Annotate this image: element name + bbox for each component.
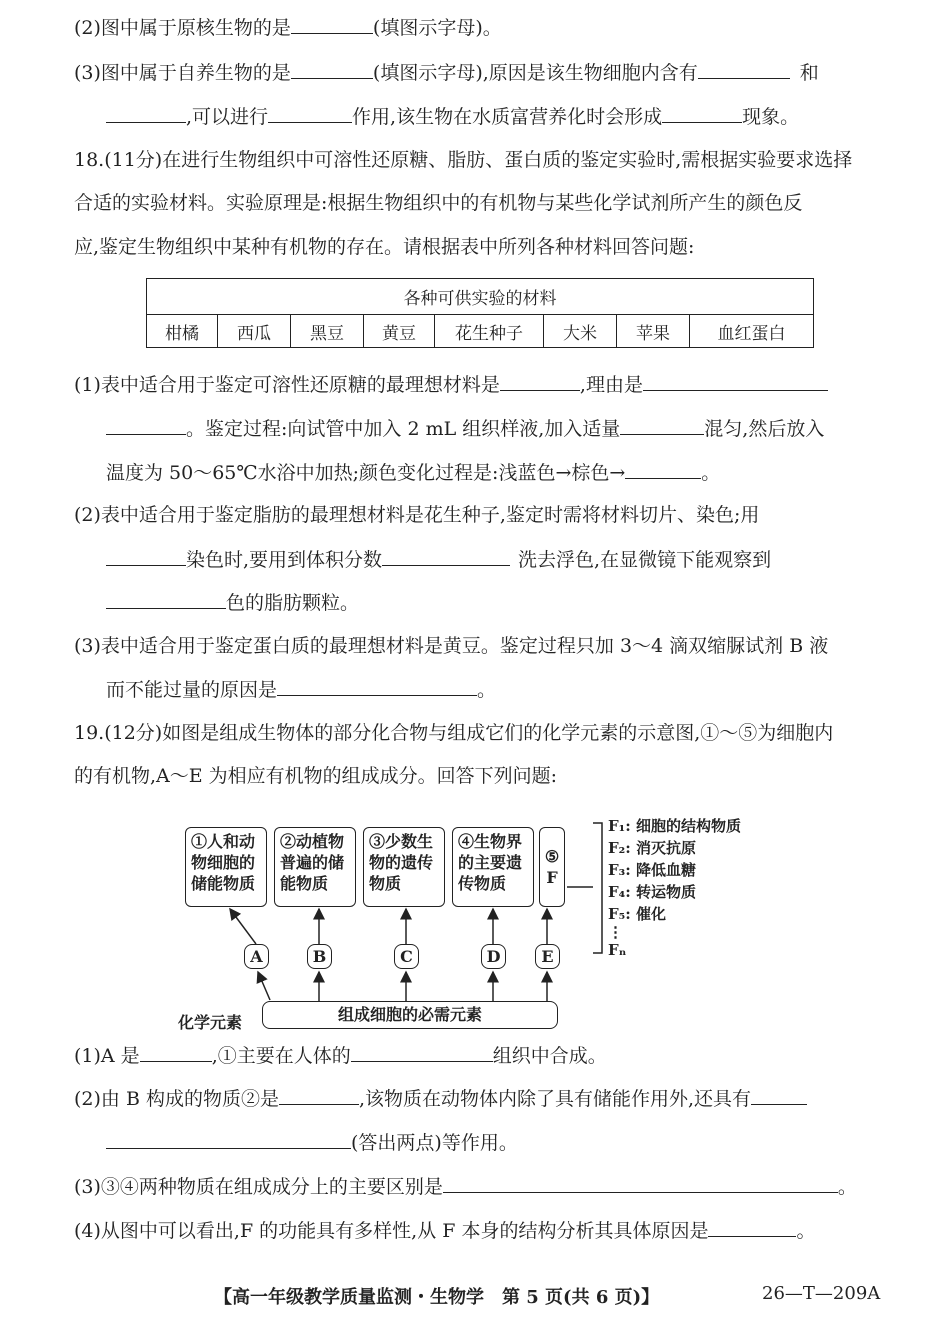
text: (3)③④两种物质在组成成分上的主要区别是 [74,1176,443,1198]
q18-intro-line3: 应,鉴定生物组织中某种有机物的存在。请根据表中所列各种材料回答问题: [74,236,695,258]
letter-C: C [394,944,419,969]
function-item: F₂: 消灭抗原 [608,839,696,857]
function-list [608,815,741,961]
compound-box-2 [274,827,356,907]
answer-blank[interactable] [106,104,186,123]
answer-blank[interactable] [279,1086,359,1105]
compound-element-diagram [170,815,770,1040]
letter-A: A [244,944,269,969]
answer-blank[interactable] [277,677,477,696]
answer-blank[interactable] [708,1218,796,1237]
q18-part3-line1: (3)表中适合用于鉴定蛋白质的最理想材料是黄豆。鉴定过程只加 3～4 滴双缩脲试剂 B 液 [74,635,829,657]
box-line: 传物质 [458,874,507,893]
text: 。 [477,679,497,701]
function-item: F₁: 细胞的结构物质 [608,817,741,835]
q17-part3-line1 [74,60,819,85]
answer-blank[interactable] [443,1174,838,1193]
q17-part3-line2 [106,104,799,129]
text: 而不能过量的原因是 [106,679,278,701]
text: ,①主要在人体的 [211,1045,351,1067]
material-cell: 苹果 [617,315,690,348]
q18-part1-line1 [74,372,828,397]
page-footer-code: 26—T—209A [762,1283,881,1304]
box-line: ②动植物 [280,832,345,851]
text: ,可以进行 [186,106,269,128]
text: ,理由是 [579,374,643,396]
text: ,该物质在动物体内除了具有储能作用外,还具有 [358,1088,752,1110]
text: (1)表中适合用于鉴定可溶性还原糖的最理想材料是 [74,374,500,396]
q18-part1-line2 [106,416,824,441]
answer-blank[interactable] [106,547,186,566]
letter-B: B [307,944,332,969]
text: 。 [837,1176,857,1198]
text: 洗去浮色,在显微镜下能观察到 [518,549,772,571]
q18-part2-line1: (2)表中适合用于鉴定脂肪的最理想材料是花生种子,鉴定时需将材料切片、染色;用 [74,504,760,526]
q18-part3-line2 [106,677,496,702]
box-line: 普遍的储 [280,853,345,872]
function-item: ⋮ [608,923,623,941]
text: 色的脂肪颗粒。 [226,592,360,614]
material-cell: 黑豆 [291,315,364,348]
box-line: ④生物界 [458,832,523,851]
q18-part2-line2 [106,547,771,572]
text: 温度为 50～65℃水浴中加热;颜色变化过程是:浅蓝色→棕色→ [106,462,626,484]
text: 染色时,要用到体积分数 [186,549,383,571]
compound-box-3 [363,827,445,907]
q19-part4 [74,1218,816,1243]
answer-blank[interactable] [625,460,701,479]
element-box: 组成细胞的必需元素 [262,1001,558,1029]
materials-table [146,278,814,348]
function-item: F₄: 转运物质 [608,883,696,901]
answer-blank[interactable] [500,372,580,391]
material-cell: 血红蛋白 [690,315,814,348]
answer-blank[interactable] [268,104,352,123]
box-line: 能物质 [280,874,329,893]
text: (3)图中属于自养生物的是 [74,62,291,84]
answer-blank[interactable] [291,60,373,79]
box-line: 的主要遗 [458,853,523,872]
text: 组织中合成。 [492,1045,607,1067]
answer-blank[interactable] [643,372,828,391]
q19-part2-line1 [74,1086,807,1111]
q18-intro-line1: 18.(11分)在进行生物组织中可溶性还原糖、脂肪、蛋白质的鉴定实验时,需根据实验要求选择 [74,149,853,171]
answer-blank[interactable] [662,104,742,123]
box-line: 物质 [369,874,402,893]
function-item: F₃: 降低血糖 [608,861,696,879]
box-line: ⑤ [544,847,560,866]
compound-box-4 [452,827,534,907]
material-cell: 大米 [544,315,617,348]
text: (2)由 B 构成的物质②是 [74,1088,279,1110]
answer-blank[interactable] [351,1043,493,1062]
answer-blank[interactable] [382,547,510,566]
function-item: Fₙ [608,941,627,959]
text: 。 [701,462,721,484]
text: 混匀,然后放入 [704,418,825,440]
text: 和 [799,62,819,84]
box-line: F [546,868,558,887]
material-cell: 黄豆 [364,315,435,348]
q18-part2-line3 [106,590,359,615]
text: (1)A 是 [74,1045,140,1067]
text: (2)图中属于原核生物的是 [74,17,291,39]
material-cell: 西瓜 [218,315,291,348]
q17-part2 [74,15,502,40]
text: (填图示字母),原因是该生物细胞内含有 [372,62,698,84]
q19-part3 [74,1174,857,1199]
letter-E: E [535,944,560,969]
answer-blank[interactable] [291,15,373,34]
q19-intro-line1: 19.(12分)如图是组成生物体的部分化合物与组成它们的化学元素的示意图,①～⑤为细胞内 [74,722,834,744]
q19-part2-line2 [106,1130,518,1155]
box-line: 物细胞的 [191,853,256,872]
answer-blank[interactable] [106,416,186,435]
text: 。 [796,1220,816,1242]
text: (答出两点)等作用。 [351,1132,518,1154]
text: 。鉴定过程:向试管中加入 2 mL 组织样液,加入适量 [186,418,621,440]
q19-intro-line2: 的有机物,A～E 为相应有机物的组成成分。回答下列问题: [74,765,558,787]
answer-blank[interactable] [620,416,704,435]
box-line: 物的遗传 [369,853,434,872]
text: 现象。 [742,106,800,128]
answer-blank[interactable] [106,1130,351,1149]
compound-box-1 [185,827,267,907]
q18-intro-line2: 合适的实验材料。实验原理是:根据生物组织中的有机物与某些化学试剂所产生的颜色反 [74,192,803,214]
letter-D: D [481,944,506,969]
q18-part1-line3 [106,460,720,485]
material-cell: 柑橘 [147,315,218,348]
box-line: ③少数生 [369,832,434,851]
box-line: ①人和动 [191,832,256,851]
q19-part1 [74,1043,607,1068]
text: 作用,该生物在水质富营养化时会形成 [352,106,663,128]
page-footer-title: 【高一年级教学质量监测・生物学 第 5 页(共 6 页)】 [214,1287,660,1308]
text: (填图示字母)。 [372,17,502,39]
function-item: F₅: 催化 [608,905,666,923]
table-header: 各种可供实验的材料 [147,279,814,315]
answer-blank[interactable] [106,590,226,609]
answer-blank[interactable] [698,60,790,79]
text: (4)从图中可以看出,F 的功能具有多样性,从 F 本身的结构分析其具体原因是 [74,1220,709,1242]
answer-blank[interactable] [751,1086,807,1105]
compound-box-5 [539,827,565,907]
box-line: 储能物质 [191,874,256,893]
material-cell: 花生种子 [435,315,544,348]
element-label: 化学元素 [178,1013,243,1032]
answer-blank[interactable] [140,1043,212,1062]
